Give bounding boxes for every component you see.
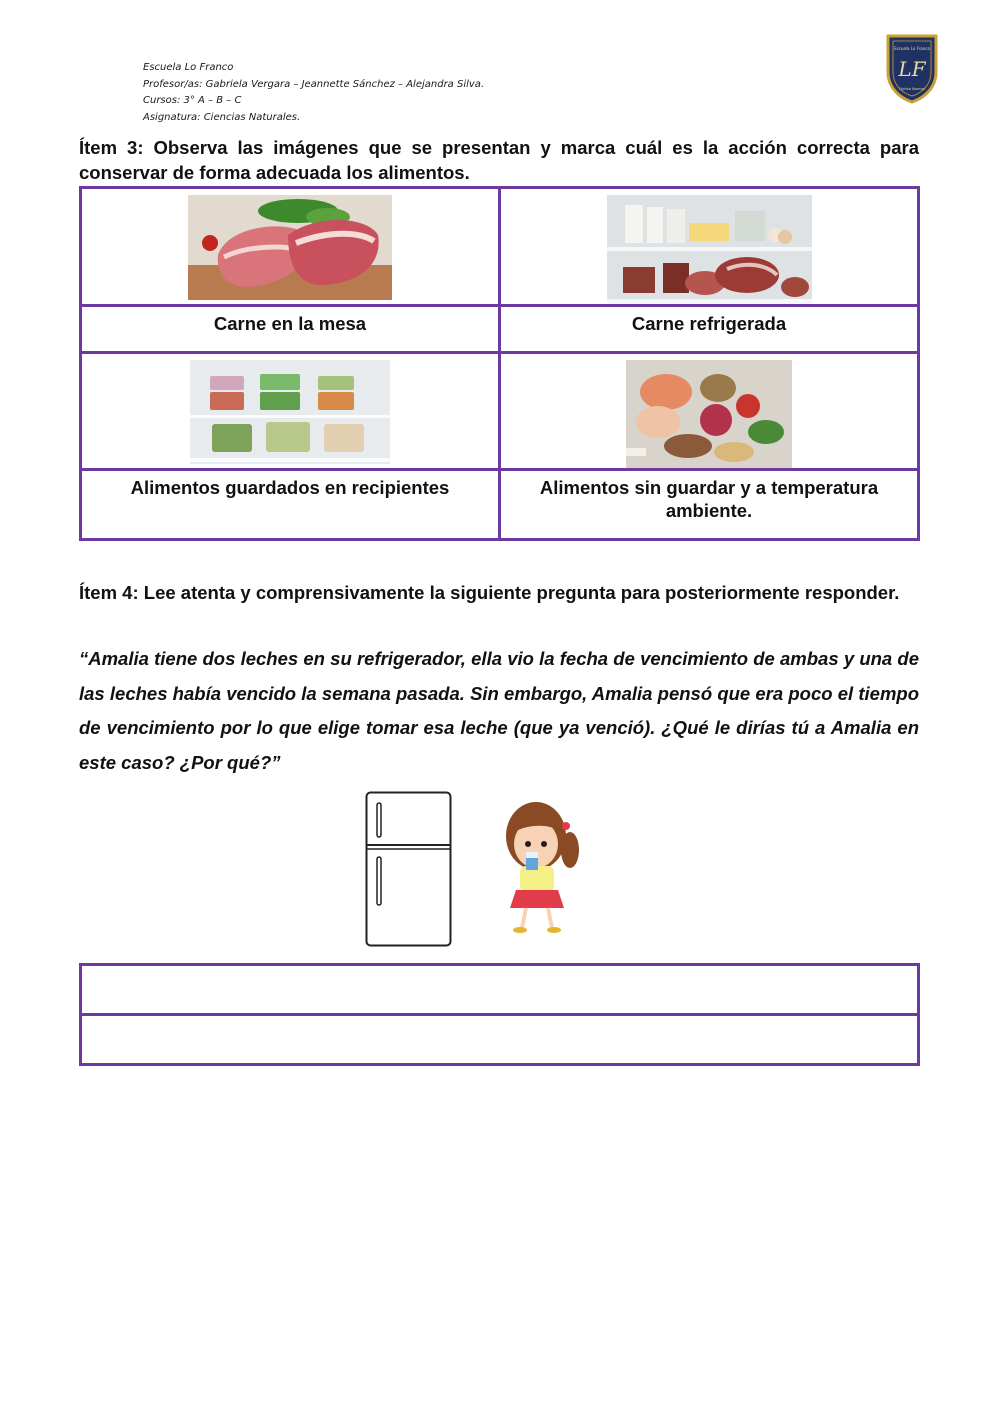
caption-cell	[81, 306, 500, 353]
raw-meat-on-table-photo	[188, 195, 392, 300]
answer-line[interactable]	[81, 1015, 919, 1065]
option-caption: Carne refrigerada	[631, 313, 787, 334]
option-cell-room-temp[interactable]	[500, 353, 919, 470]
refrigerator-icon	[365, 791, 452, 947]
answer-line[interactable]	[81, 965, 919, 1015]
option-cell-meat-fridge[interactable]	[500, 188, 919, 306]
school-name: Escuela Lo Franco	[143, 62, 234, 73]
caption-cell	[81, 470, 500, 540]
option-caption: Alimentos sin guardar y a temperatura ambiente.	[539, 477, 879, 521]
subject-line: Asignatura: Ciencias Naturales.	[143, 111, 301, 123]
document-header	[143, 60, 484, 126]
teachers-line: Profesor/as: Gabriela Vergara – Jeannette Sánchez – Alejandra Silva.	[143, 78, 485, 90]
option-cell-containers[interactable]	[81, 353, 500, 470]
item4-instructions: Ítem 4: Lee atenta y comprensivamente la siguiente pregunta para posteriormente responder.	[79, 582, 900, 603]
svg-text:Quinta Normal: Quinta Normal	[899, 87, 925, 91]
answer-box	[79, 963, 920, 1066]
food-options-table	[79, 186, 920, 541]
courses-line: Cursos: 3° A – B – C	[143, 95, 242, 106]
svg-text:Escuela Lo Franco: Escuela Lo Franco	[894, 46, 930, 51]
girl-drinking-milk-icon	[496, 796, 586, 936]
caption-cell	[500, 470, 919, 540]
school-crest-icon	[884, 32, 940, 104]
option-caption: Alimentos guardados en recipientes	[130, 477, 450, 498]
option-cell-meat-table[interactable]	[81, 188, 500, 306]
svg-text:LF: LF	[898, 57, 926, 81]
caption-cell	[500, 306, 919, 353]
food-in-containers-fridge-photo	[190, 360, 390, 464]
item3-instructions: Ítem 3: Observa las imágenes que se presentan y marca cuál es la acción correcta para conservar de forma adecuada los alimentos.	[79, 137, 919, 183]
refrigerated-meat-photo	[607, 195, 812, 304]
option-caption: Carne en la mesa	[213, 313, 367, 334]
item4-question: “Amalia tiene dos leches en su refrigerador, ella vio la fecha de vencimiento de ambas y una de las leches había vencido la semana pasada. Sin embargo, Amalia pensó que era poco el tiempo de vencimiento por lo que elige tomar esa leche (que ya venció). ¿Qué le dirías tú a Amalia en este caso? ¿Por qué?”	[79, 648, 919, 773]
food-at-room-temperature-photo	[626, 360, 792, 468]
